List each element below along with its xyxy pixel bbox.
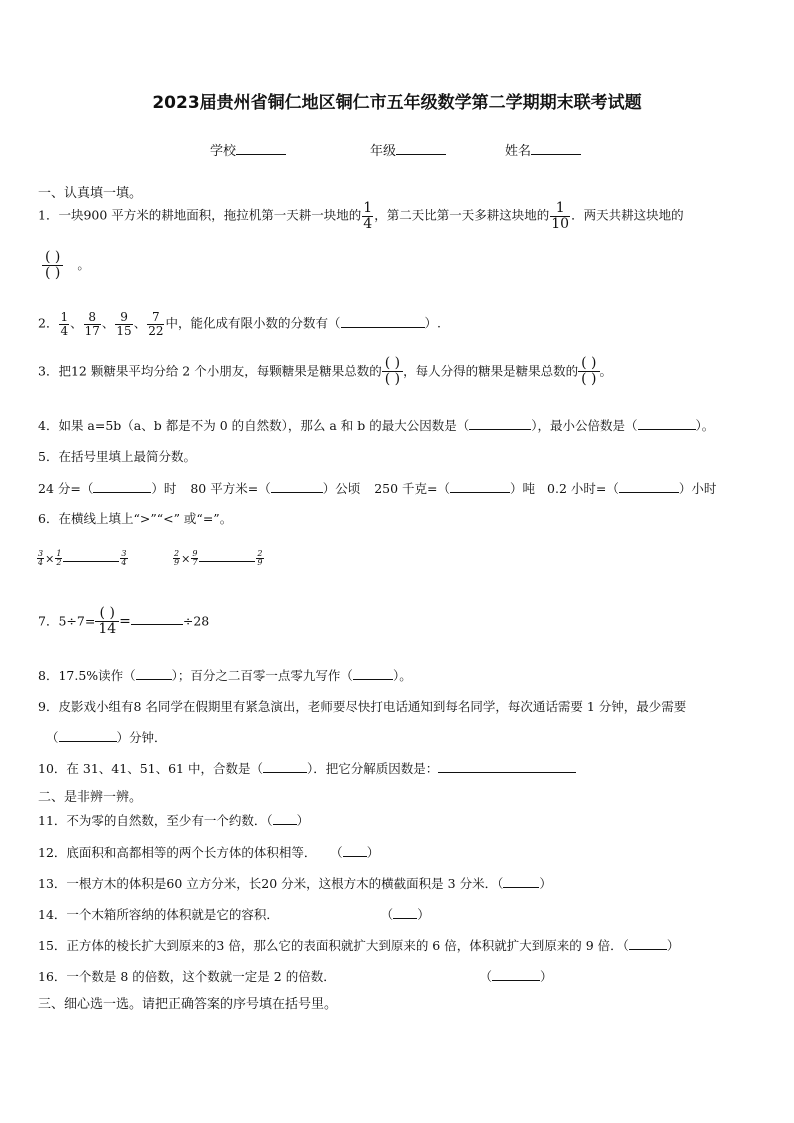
q10-blank-2[interactable] bbox=[438, 760, 576, 773]
q2-num: 2． bbox=[38, 315, 59, 331]
q1-text-b: ，第二天比第一天多耕这块地的 bbox=[374, 207, 550, 223]
q6-expression-1: $\frac{3}{4}$ × $\frac{1}{2}$ $\frac{3}{4}$ bbox=[38, 549, 127, 568]
q4-text-a: 4．如果 a=5b（a、b 都是不为 0 的自然数），那么 a 和 b 的最大公因数是（ bbox=[38, 418, 470, 433]
section-heading-2: 二、是非辨一辨。 bbox=[38, 790, 143, 805]
q7-answer-fraction[interactable]: $\frac{( )}{14}$ bbox=[95, 606, 119, 638]
q3-text-a: 3．把12 颗糖果平均分给 2 个小朋友，每颗糖果是糖果总数的 bbox=[38, 363, 382, 379]
question-14: 14．一个木箱所容纳的体积就是它的容积． （ ） bbox=[38, 907, 430, 922]
q8-blank-2[interactable] bbox=[353, 667, 393, 680]
question-1-answer bbox=[42, 250, 90, 282]
q2-frac-1: $\frac{1}{4}$ bbox=[60, 310, 69, 338]
q7-blank[interactable] bbox=[131, 612, 183, 625]
question-4: 4．如果 a=5b（a、b 都是不为 0 的自然数），那么 a 和 b 的最大公因数是（ ），最小公倍数是（ ）。 bbox=[38, 418, 715, 433]
q4-text-b: ），最小公倍数是（ bbox=[531, 418, 638, 433]
question-2: 2． $\frac{1}{4}$ 、 $\frac{8}{17}$ 、 $\frac{9}{15}$ 、 $\frac{7}{22}$ 中，能化成有限小数的分数有（ ）. bbox=[38, 310, 441, 338]
q1-answer-fraction[interactable]: $\frac{( )}{( )}$ bbox=[42, 250, 63, 282]
q1-text-c: ．两天共耕这块地的 bbox=[571, 207, 684, 223]
q6-blank-2[interactable] bbox=[199, 552, 255, 562]
question-16: 16．一个数是 8 的倍数，这个数就一定是 2 的倍数． （ ） bbox=[38, 969, 553, 984]
q1-frac-1: $\frac{1}{4}$ bbox=[363, 200, 373, 232]
page-title: 2023届贵州省铜仁地区铜仁市五年级数学第二学期期末联考试题 bbox=[152, 93, 642, 113]
grade-blank[interactable] bbox=[396, 142, 446, 155]
q2-text: 中，能化成有限小数的分数有（ bbox=[165, 315, 341, 331]
grade-label: 年级 bbox=[370, 144, 397, 159]
q3-text-b: ，每人分得的糖果是糖果总数的 bbox=[403, 363, 579, 379]
q1-end: 。 bbox=[77, 257, 90, 273]
q8-blank-1[interactable] bbox=[136, 667, 172, 680]
q1-text-a: 1．一块900 平方米的耕地面积，拖拉机第一天耕一块地的 bbox=[38, 207, 362, 223]
q15-blank[interactable] bbox=[629, 937, 667, 950]
question-1 bbox=[38, 201, 684, 231]
q5-blank-4[interactable] bbox=[619, 480, 679, 493]
question-10: 10．在 31、41、51、61 中，合数是（ ）．把它分解质因数是： bbox=[38, 759, 576, 777]
q14-blank[interactable] bbox=[393, 906, 417, 919]
question-15: 15．正方体的棱长扩大到原来的3 倍，那么它的表面积就扩大到原来的 6 倍，体积就扩大到原来的 9 倍．（ ） bbox=[38, 938, 680, 953]
question-5: 5．在括号里填上最简分数。 bbox=[38, 449, 196, 464]
question-12: 12．底面积和高都相等的两个长方体的体积相等． （ ） bbox=[38, 845, 380, 860]
q3-answer-frac-2[interactable]: $\frac{( )}{( )}$ bbox=[578, 356, 599, 388]
q3-answer-frac-1[interactable]: $\frac{( )}{( )}$ bbox=[382, 356, 403, 388]
q6-expression-2: $\frac{2}{9}$ × $\frac{9}{7}$ $\frac{2}{9}$ bbox=[174, 549, 263, 568]
q11-blank[interactable] bbox=[273, 812, 297, 825]
question-5-items: 24 分=（ ）时 80 平方米=（ ）公顷 250 千克=（ ）吨 0.2 小时=（ ）小时 bbox=[38, 481, 717, 496]
question-3: 3．把12 颗糖果平均分给 2 个小朋友，每颗糖果是糖果总数的 $\frac{( )}{( )}$ ，每人分得的糖果是糖果总数的 $\frac{( )}{( )}$ 。 bbox=[38, 355, 613, 388]
q6-blank-1[interactable] bbox=[63, 552, 119, 562]
question-7: 7．5÷7= $\frac{( )}{14}$ = ÷28 bbox=[38, 605, 210, 638]
question-9: 9．皮影戏小组有8 名同学在假期里有紧急演出，老师要尽快打电话通知到每名同学，每次通话需要 1 分钟，最少需要 bbox=[38, 699, 687, 714]
question-6: 6．在横线上填上“>”“<” 或“=”。 bbox=[38, 511, 233, 526]
name-field bbox=[505, 140, 581, 159]
question-9-cont: （ ）分钟． bbox=[46, 730, 167, 745]
name-blank[interactable] bbox=[531, 142, 581, 155]
q5-blank-3[interactable] bbox=[450, 480, 510, 493]
section-heading-3: 三、细心选一选。请把正确答案的序号填在括号里。 bbox=[38, 997, 338, 1012]
q10-blank-1[interactable] bbox=[263, 760, 307, 773]
name-label: 姓名 bbox=[505, 144, 532, 159]
q9-blank[interactable] bbox=[59, 729, 117, 742]
q12-blank[interactable] bbox=[343, 844, 367, 857]
question-13: 13．一根方木的体积是60 立方分米，长20 分米，这根方木的横截面积是 3 分米．（ ） bbox=[38, 876, 552, 891]
school-field bbox=[210, 140, 286, 159]
q4-blank-1[interactable] bbox=[469, 417, 531, 430]
question-11: 11．不为零的自然数，至少有一个约数．（ ） bbox=[38, 813, 310, 828]
q2-frac-3: $\frac{9}{15}$ bbox=[116, 310, 132, 338]
school-label: 学校 bbox=[210, 144, 237, 159]
q2-blank[interactable] bbox=[341, 315, 425, 328]
q2-frac-2: $\frac{8}{17}$ bbox=[84, 310, 100, 338]
question-8: 8．17.5%读作（ ）；百分之二百零一点零九写作（ ）。 bbox=[38, 668, 412, 683]
q4-blank-2[interactable] bbox=[638, 417, 696, 430]
q13-blank[interactable] bbox=[503, 875, 539, 888]
q5-blank-2[interactable] bbox=[271, 480, 323, 493]
q16-blank[interactable] bbox=[492, 968, 540, 981]
q2-frac-4: $\frac{7}{22}$ bbox=[148, 310, 164, 338]
section-heading-1: 一、认真填一填。 bbox=[38, 186, 143, 201]
school-blank[interactable] bbox=[236, 142, 286, 155]
q5-blank-1[interactable] bbox=[93, 480, 151, 493]
grade-field bbox=[370, 140, 446, 159]
q1-frac-2: $\frac{1}{10}$ bbox=[551, 200, 570, 232]
